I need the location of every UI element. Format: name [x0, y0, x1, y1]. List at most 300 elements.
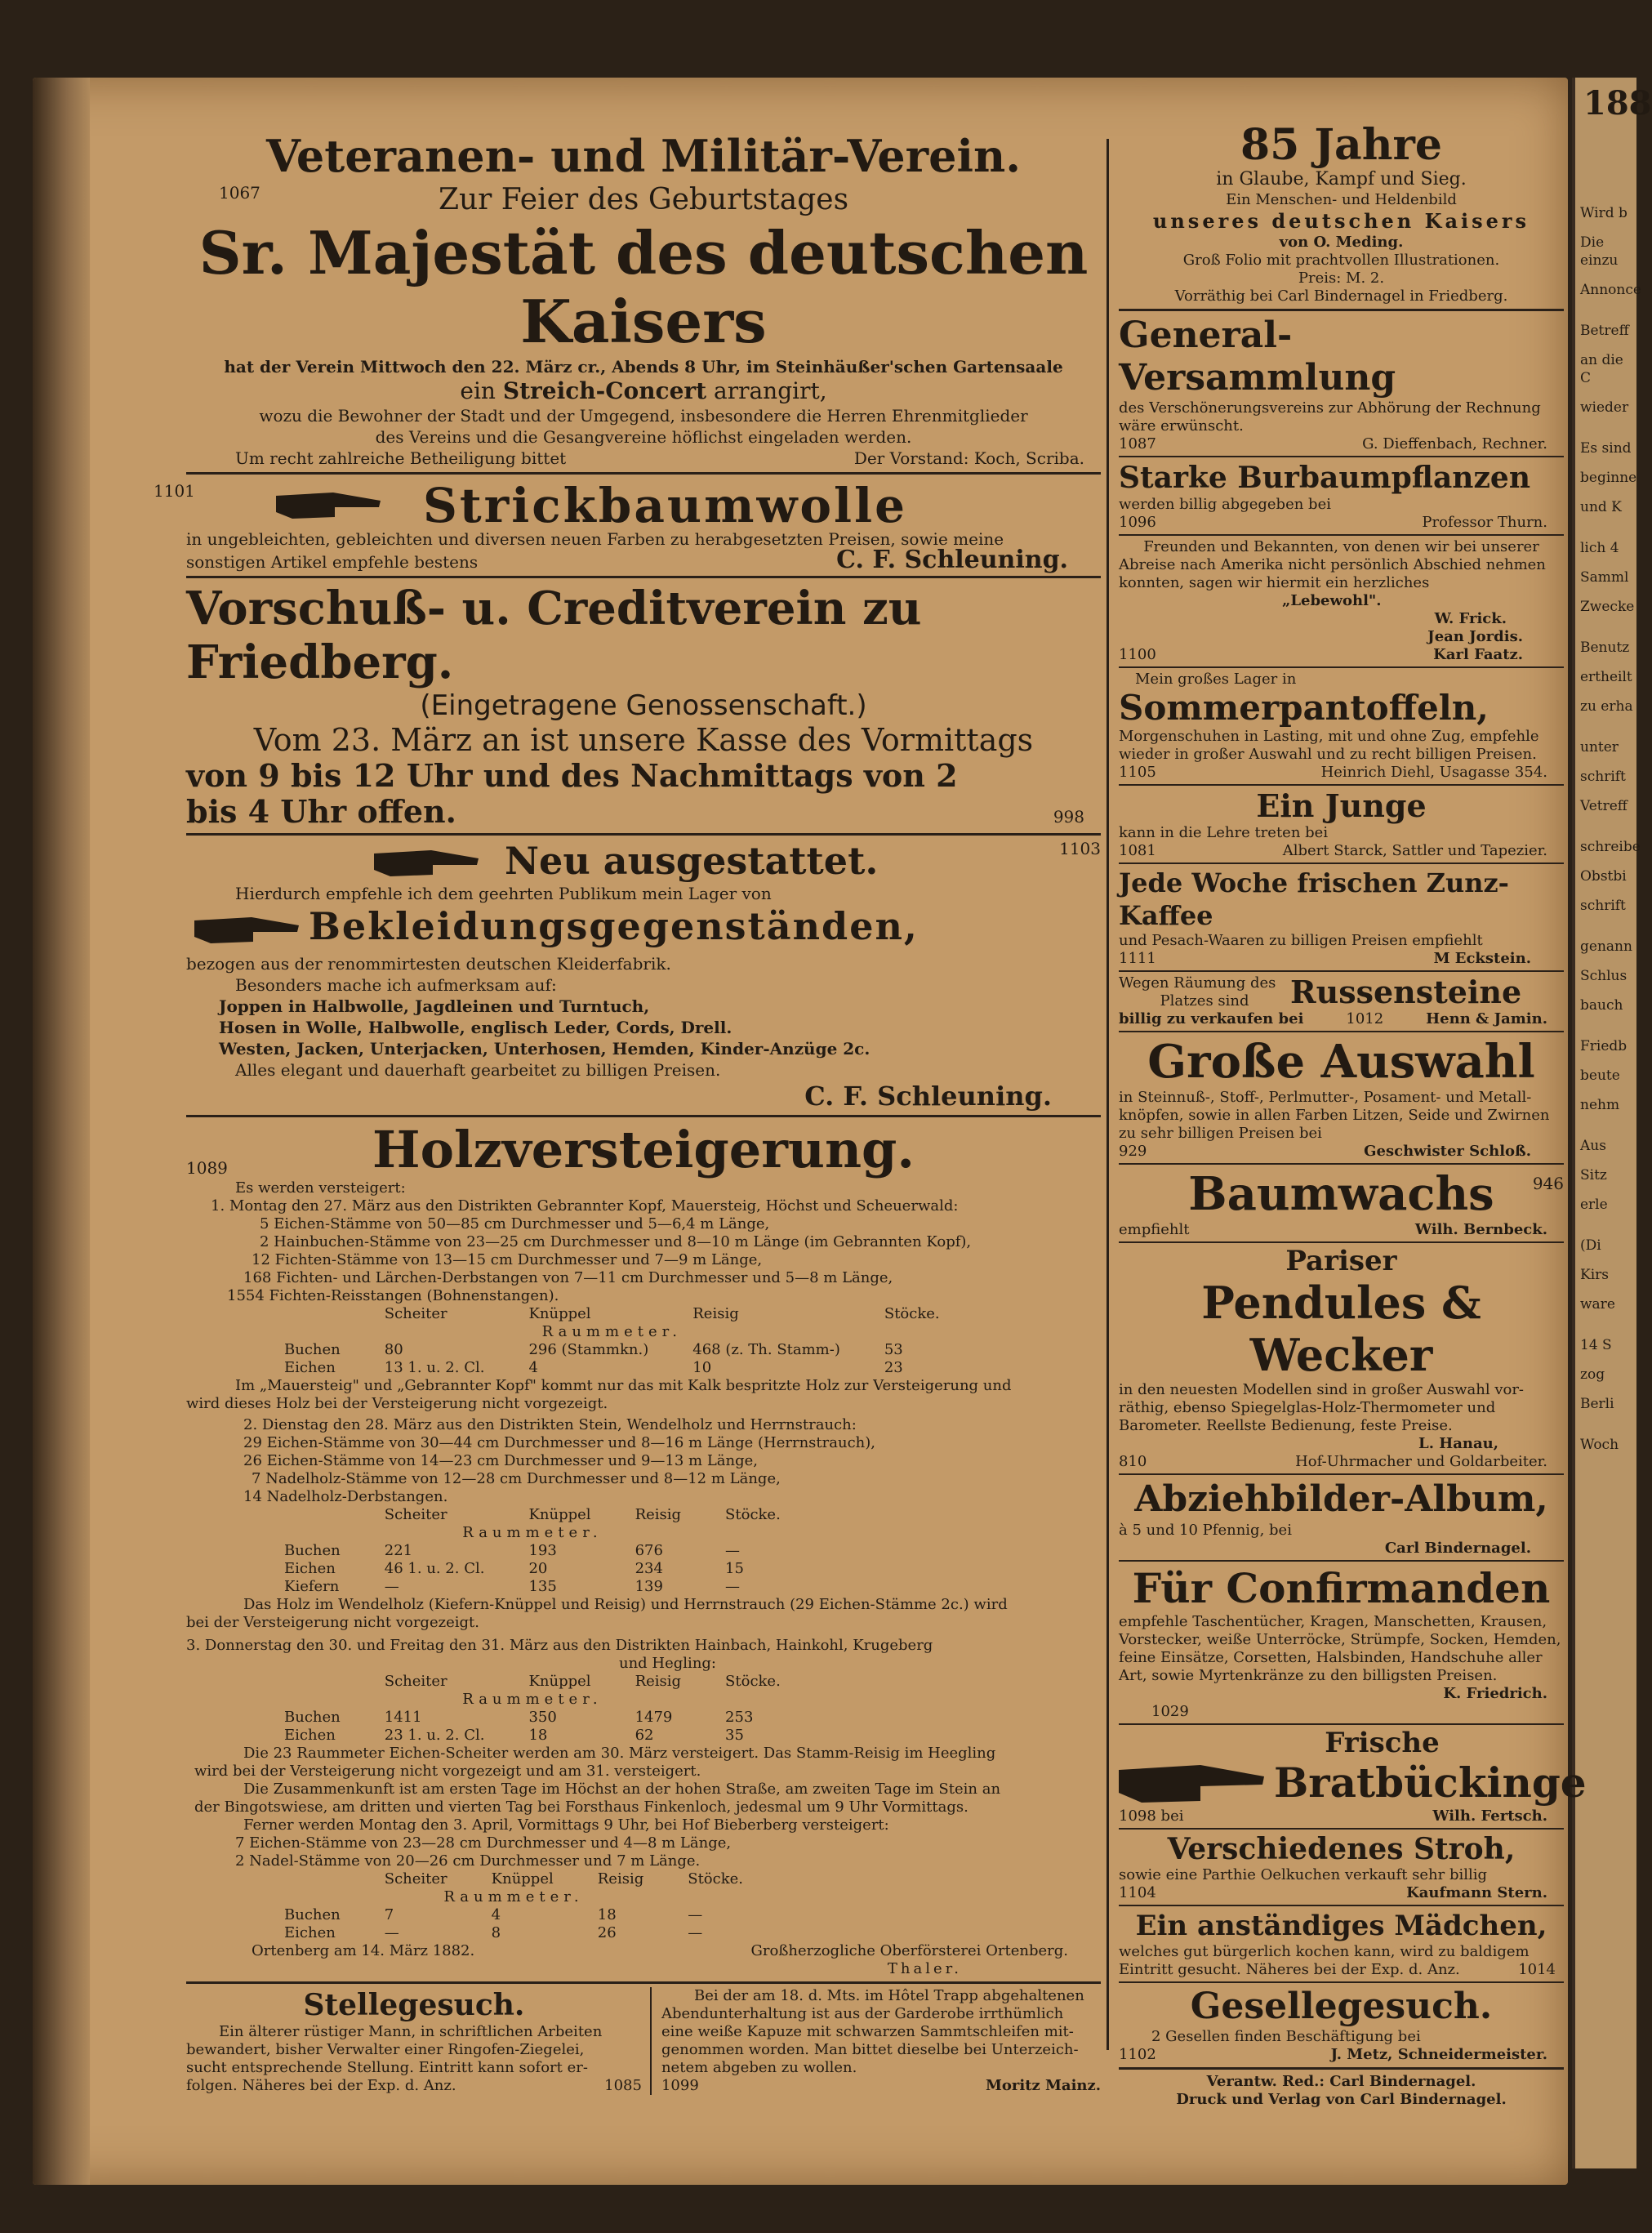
ad-signature: Wilh. Fertsch. — [1432, 1807, 1547, 1825]
strip-line: und K — [1580, 499, 1622, 515]
strip-line: zu erha — [1580, 698, 1633, 715]
page-number: 188 — [1583, 84, 1652, 123]
table-header: Reisig — [692, 1305, 739, 1322]
table-cell: 7 — [384, 1906, 394, 1923]
strip-line: Zwecke — [1580, 599, 1635, 615]
ad-number: 810 — [1119, 1453, 1147, 1470]
ad-line: hat der Verein Mittwoch den 22. März cr., Abends 8 Uhr, im Steinhäußer'schen Gartensaale — [224, 357, 1063, 377]
table-cell: Buchen — [284, 1341, 341, 1358]
ad-title: Ein anständiges Mädchen, — [1135, 1910, 1547, 1942]
ad-number: 998 — [1053, 807, 1084, 827]
wood-table — [284, 1506, 792, 1596]
table-header: Knüppel — [528, 1305, 591, 1322]
ad-line: Vorräthig bei Carl Bindernagel in Friedberg. — [1174, 287, 1508, 305]
ad-title: Starke Burbaumpflanzen — [1119, 461, 1530, 495]
table-cell: — — [688, 1906, 703, 1923]
strip-line: beginne — [1580, 470, 1637, 486]
strip-line: zog — [1580, 1366, 1605, 1383]
table-cell: 253 — [725, 1709, 754, 1726]
ad-signature: Carl Bindernagel. — [1384, 1540, 1531, 1557]
ad-number: 1012 — [1346, 1010, 1384, 1027]
ad-strickbaumwolle — [154, 478, 1101, 574]
table-cell: Eichen — [284, 1924, 336, 1941]
ad-title: Bratbückinge — [1274, 1758, 1587, 1807]
ad-title: General-Versammlung — [1119, 314, 1396, 399]
table-cell: 23 — [884, 1359, 903, 1376]
ad-veteranen — [186, 131, 1101, 469]
ad-russensteine — [1119, 974, 1564, 1028]
ad-line: Barometer. Reellste Bedienung, feste Preise. — [1119, 1417, 1453, 1434]
strip-line: Woch — [1580, 1437, 1619, 1453]
ad-burbaum — [1119, 460, 1564, 532]
ad-title: Verschiedenes Stroh, — [1167, 1832, 1516, 1866]
strip-line: Aus — [1580, 1138, 1606, 1154]
strip-line: Benutz — [1580, 640, 1630, 656]
table-cell: 193 — [528, 1542, 557, 1559]
ad-line: Ein älterer rüstiger Mann, in schriftlichen Arbeiten — [219, 2023, 603, 2040]
pointing-hand-icon — [276, 489, 382, 520]
ad-signature: C. F. Schleuning. — [836, 546, 1068, 574]
wood-table — [284, 1673, 792, 1745]
ad-pretitle: Pariser — [1285, 1245, 1397, 1277]
ad-line: 2 Gesellen finden Beschäftigung bei — [1151, 2028, 1421, 2045]
ad-signature: Professor Thurn. — [1422, 514, 1547, 531]
ad-line: ein — [460, 377, 496, 404]
ad-line: Hosen in Wolle, Halbwolle, englisch Leder, Cords, Drell. — [219, 1018, 732, 1037]
strip-line: nehm — [1580, 1097, 1620, 1113]
ad-title: Neu ausgestattet. — [505, 839, 879, 883]
ad-line: 1. Montag den 27. März aus den Distrikten Gebrannter Kopf, Mauersteig, Höchst und Scheuerwald: — [211, 1197, 959, 1215]
table-cell: — — [688, 1924, 703, 1941]
table-row — [284, 1709, 792, 1727]
ad-junge — [1119, 788, 1564, 860]
table-cell: 18 — [528, 1727, 548, 1744]
ad-line: knöpfen, sowie in allen Farben Litzen, Seide und Zwirnen — [1119, 1107, 1550, 1124]
ad-signature: Heinrich Diehl, Usagasse 354. — [1320, 764, 1547, 781]
strip-line: Betreff — [1580, 323, 1629, 339]
table-cell: 80 — [384, 1341, 403, 1358]
ad-title: 85 Jahre — [1240, 120, 1443, 170]
table-cell: 296 (Stammkn.) — [528, 1341, 649, 1358]
table-cell: 62 — [635, 1727, 654, 1744]
ad-line: à 5 und 10 Pfennig, bei — [1119, 1522, 1292, 1539]
ad-number: 1105 — [1119, 764, 1156, 781]
table-cell: Eichen — [284, 1727, 336, 1744]
ad-title: Vorschuß- u. Creditverein zu Friedberg. — [186, 582, 922, 689]
ad-line: bewandert, bisher Verwalter einer Ringofen-Ziegelei, — [186, 2041, 585, 2058]
ad-line: Wegen Räumung des — [1119, 974, 1276, 992]
ad-title: Jede Woche frischen Zunz-Kaffee — [1119, 867, 1509, 931]
ad-line: folgen. Näheres bei der Exp. d. Anz. — [186, 2077, 456, 2094]
ad-line: Die Zusammenkunft ist am ersten Tage im Höchst an der hohen Straße, am zweiten Tage im Stein an — [243, 1781, 1001, 1798]
strip-line: schrift — [1580, 769, 1626, 785]
ad-line: von 9 bis 12 Uhr und des Nachmittags von 2 — [186, 757, 958, 794]
ad-number: 1087 — [1119, 435, 1156, 452]
strip-line: Es sind — [1580, 440, 1632, 457]
ad-signature: Jean Jordis. — [1427, 628, 1523, 645]
ad-line: unseres deutschen Kaisers — [1152, 209, 1530, 233]
ad-line: sucht entsprechende Stellung. Eintritt kann sofort er- — [186, 2059, 588, 2076]
column-rule — [1107, 139, 1109, 2050]
table-cell: 20 — [528, 1560, 548, 1577]
ad-subtitle: (Eingetragene Genossenschaft.) — [420, 689, 867, 722]
ad-title: Für Confirmanden — [1132, 1564, 1551, 1612]
ad-85-jahre — [1119, 120, 1564, 305]
strip-line: Berli — [1580, 1396, 1614, 1412]
ad-title: Russensteine — [1290, 974, 1522, 1010]
strip-line: unter — [1580, 739, 1619, 755]
table-caption: Raummeter. — [541, 1323, 682, 1340]
ad-line: „Lebewohl". — [1282, 592, 1382, 609]
ad-line: feine Einsätze, Corsetten, Halsbinden, Handschuhe aller — [1119, 1649, 1543, 1666]
ad-signature: Geschwister Schloß. — [1364, 1143, 1531, 1160]
ad-line: 1554 Fichten-Reisstangen (Bohnenstangen). — [227, 1287, 559, 1304]
ad-signature: C. F. Schleuning. — [804, 1081, 1052, 1112]
strip-line: Kirs — [1580, 1267, 1609, 1283]
table-cell: 135 — [528, 1578, 557, 1595]
ad-line: des Vereins und die Gesangvereine höflichst eingeladen werden. — [375, 427, 912, 447]
ad-line: in Steinnuß-, Stoff-, Perlmutter-, Posament- und Metall- — [1119, 1089, 1532, 1106]
table-cell: Kiefern — [284, 1578, 340, 1595]
impressum — [1119, 2073, 1564, 2109]
ad-title: Sommerpantoffeln, — [1119, 688, 1489, 728]
ad-number: 1081 — [1119, 842, 1156, 859]
ad-line: Das Holz im Wendelholz (Kiefern-Knüppel und Reisig) und Herrnstrauch (29 Eichen-Stämme 2c.) wird — [243, 1596, 1008, 1613]
ad-line: Im „Mauersteig" und „Gebrannter Kopf" kommt nur das mit Kalk bespritzte Holz zur Versteigerung und — [235, 1377, 1012, 1394]
ad-line: Morgenschuhen in Lasting, mit und ohne Zug, empfehle — [1119, 728, 1539, 745]
ad-line: 168 Fichten- und Lärchen-Derbstangen von 7—11 cm Durchmesser und 5—8 m Länge, — [243, 1269, 893, 1286]
right-column — [1119, 120, 1587, 2109]
ad-line: Vorstecker, weiße Unterröcke, Strümpfe, Socken, Hemden, — [1119, 1631, 1561, 1648]
ad-line: sonstigen Artikel empfehle bestens — [186, 552, 479, 572]
ad-grosse-auswahl — [1119, 1035, 1564, 1161]
ad-title: Veteranen- und Militär-Verein. — [265, 130, 1022, 182]
impressum-editor: Verantw. Red.: Carl Bindernagel. — [1206, 2073, 1476, 2090]
impressum-publisher: Druck und Verlag von Carl Bindernagel. — [1176, 2091, 1507, 2108]
table-cell: 26 — [597, 1924, 617, 1941]
ad-signature: Der Vorstand: Koch, Scriba. — [853, 448, 1084, 468]
table-cell: Eichen — [284, 1560, 336, 1577]
ad-number: 1099 — [661, 2077, 699, 2094]
ad-number: 1103 — [1059, 839, 1101, 858]
ad-line: in ungebleichten, gebleichten und diversen neuen Farben zu herabgesetzten Preisen, sowie meine — [186, 529, 1004, 549]
ad-signature: M Eckstein. — [1433, 950, 1531, 967]
ad-line: Die 23 Raummeter Eichen-Scheiter werden am 30. März versteigert. Das Stamm-Reisig im Heegling — [243, 1745, 996, 1762]
ad-signature: Moritz Mainz. — [985, 2077, 1101, 2094]
ad-title: Gesellegesuch. — [1190, 1986, 1493, 2027]
ad-signature: Henn & Jamin. — [1426, 1010, 1547, 1027]
ad-abziehbilder — [1119, 1478, 1564, 1558]
table-cell: 468 (z. Th. Stamm-) — [692, 1341, 840, 1358]
ad-emphasis: Streich-Concert — [502, 377, 707, 404]
table-header: Knüppel — [528, 1506, 591, 1523]
ad-line: genommen worden. Man bittet dieselbe bei Unterzeich- — [661, 2041, 1079, 2058]
table-row — [284, 1906, 755, 1924]
ad-line: wird dieses Holz bei der Versteigerung nicht vorgezeigt. — [186, 1395, 608, 1412]
table-header: Reisig — [635, 1673, 682, 1690]
table-row — [284, 1341, 951, 1359]
ad-line: Abendunterhaltung ist aus der Garderobe irrthümlich — [661, 2005, 1064, 2022]
ad-line: und Pesach-Waaren zu billigen Preisen empfiehlt — [1119, 932, 1483, 949]
ad-title: Abziehbilder-Album, — [1134, 1478, 1548, 1520]
table-cell: 221 — [384, 1542, 413, 1559]
strip-line: beute — [1580, 1067, 1620, 1084]
ad-maedchen — [1119, 1909, 1564, 1979]
table-cell: — — [384, 1924, 399, 1941]
ad-number: 1089 — [186, 1158, 228, 1178]
table-header: Scheiter — [384, 1673, 448, 1690]
strip-line: lich 4 — [1580, 540, 1619, 556]
table-cell: 15 — [725, 1560, 744, 1577]
table-cell: — — [384, 1578, 399, 1595]
table-header: Scheiter — [384, 1305, 448, 1322]
ad-line: Art, sowie Myrtenkränze zu den billigsten Preisen. — [1119, 1667, 1498, 1684]
ad-signature: Hof-Uhrmacher und Goldarbeiter. — [1295, 1453, 1547, 1470]
ad-line: wozu die Bewohner der Stadt und der Umgegend, insbesondere die Herren Ehrenmitglieder — [259, 406, 1028, 426]
ad-line: Ein Menschen- und Heldenbild — [1226, 191, 1457, 208]
ad-bratbueckinge — [1119, 1727, 1587, 1825]
ad-headline: Sr. Majestät des deutschen Kaisers — [198, 218, 1089, 356]
table-cell: — — [725, 1578, 741, 1595]
strip-line: bauch — [1580, 997, 1623, 1014]
ad-confirmanden — [1119, 1564, 1564, 1721]
ad-stellegesuch — [186, 1987, 652, 2095]
table-cell: Buchen — [284, 1906, 341, 1923]
ad-sommerpantoffeln — [1119, 671, 1564, 782]
ad-line: Joppen in Halbwolle, Jagdleinen und Turntuch, — [219, 996, 650, 1016]
table-header: Stöcke. — [688, 1870, 743, 1888]
ad-line: wird bei der Versteigerung nicht vorgezeigt und am 31. versteigert. — [194, 1763, 701, 1780]
ad-line: in den neuesten Modellen sind in großer Auswahl vor- — [1119, 1381, 1525, 1398]
ad-pendules — [1119, 1246, 1564, 1471]
ad-line: Freunden und Bekannten, von denen wir bei unserer — [1143, 538, 1539, 555]
ad-line: eine weiße Kapuze mit schwarzen Sammtschleifen mit- — [661, 2023, 1074, 2040]
table-caption: Raummeter. — [443, 1888, 584, 1905]
ad-signature: Kaufmann Stern. — [1406, 1884, 1547, 1901]
ad-title: Stellegesuch. — [303, 1988, 525, 2022]
ad-number: 1085 — [604, 2077, 642, 2094]
ad-signature: G. Dieffenbach, Rechner. — [1362, 435, 1547, 452]
ad-line: Preis: M. 2. — [1298, 270, 1385, 287]
ad-signature: J. Metz, Schneidermeister. — [1330, 2046, 1547, 2063]
ad-number: 1111 — [1119, 950, 1156, 967]
ad-signature: L. Hanau, — [1418, 1435, 1498, 1452]
table-cell: Eichen — [284, 1359, 336, 1376]
ad-line: Zur Feier des Geburtstages — [438, 183, 849, 216]
table-row — [284, 1542, 792, 1560]
ad-neu-ausgestattet — [186, 839, 1101, 1112]
table-cell: 1411 — [384, 1709, 422, 1726]
ad-line: Bei der am 18. d. Mts. im Hôtel Trapp abgehaltenen — [693, 1987, 1084, 2004]
ad-line: 29 Eichen-Stämme von 30—44 cm Durchmesser und 8—16 m Länge (Herrnstrauch), — [243, 1434, 875, 1451]
book-spine — [33, 78, 90, 2185]
ad-line: werden billig abgegeben bei — [1119, 496, 1331, 513]
ad-line: wäre erwünscht. — [1119, 417, 1244, 435]
table-cell: 676 — [635, 1542, 663, 1559]
strip-line: schrift — [1580, 898, 1626, 914]
table-cell: 234 — [635, 1560, 663, 1577]
ad-pretitle: Frische — [1325, 1727, 1440, 1759]
ad-number: 1102 — [1119, 2046, 1156, 2063]
table-header: Knüppel — [491, 1870, 554, 1888]
ad-line: 26 Eichen-Stämme von 14—23 cm Durchmesser und 9—13 m Länge, — [243, 1452, 758, 1469]
ad-title: Strickbaumwolle — [423, 478, 908, 533]
adjacent-page-strip — [1572, 78, 1652, 2168]
ad-line: und Hegling: — [619, 1655, 716, 1672]
ad-number: 1104 — [1119, 1884, 1156, 1901]
ad-line: Hierdurch empfehle ich dem geehrten Publikum mein Lager von — [235, 884, 772, 903]
ad-baumwachs — [1119, 1167, 1564, 1239]
ad-line: Um recht zahlreiche Betheiligung bittet — [235, 448, 567, 468]
table-cell: 139 — [635, 1578, 663, 1595]
table-header: Reisig — [597, 1870, 644, 1888]
ad-line: Ortenberg am 14. März 1882. — [252, 1942, 475, 1959]
strip-line: an die C — [1580, 352, 1623, 386]
ad-line: 7 Eichen-Stämme von 23—28 cm Durchmesser und 4—8 m Länge, — [235, 1834, 732, 1852]
ad-line: 2 Nadel-Stämme von 20—26 cm Durchmesser und 7 m Länge. — [235, 1852, 701, 1870]
left-column — [154, 130, 1101, 2095]
ad-number: 1098 — [1119, 1807, 1156, 1825]
ad-line: 12 Fichten-Stämme von 13—15 cm Durchmesser und 7—9 m Länge, — [252, 1251, 763, 1268]
ad-zunz-kaffee — [1119, 867, 1564, 968]
ad-line: 7 Nadelholz-Stämme von 12—28 cm Durchmesser und 8—12 m Länge, — [252, 1470, 781, 1487]
strip-line: Vetreff — [1580, 798, 1628, 814]
ad-number: 929 — [1119, 1143, 1147, 1160]
ad-line: 5 Eichen-Stämme von 50—85 cm Durchmesser und 5—6,4 m Länge, — [260, 1215, 770, 1232]
ad-line: Westen, Jacken, Unterjacken, Unterhosen, Hemden, Kinder-Anzüge 2c. — [219, 1039, 871, 1059]
ad-title: Ein Junge — [1256, 787, 1427, 824]
strip-line: schreibe — [1580, 839, 1641, 855]
ad-signature: Wilh. Bernbeck. — [1414, 1221, 1547, 1238]
ad-line: 14 Nadelholz-Derbstangen. — [243, 1488, 448, 1505]
table-row — [284, 1727, 792, 1745]
table-header: Stöcke. — [884, 1305, 940, 1322]
ad-line: empfehle Taschentücher, Kragen, Manschetten, Krausen, — [1119, 1613, 1547, 1630]
ad-line: Vom 23. März an ist unsere Kasse des Vormittags — [253, 722, 1034, 758]
table-cell: 10 — [692, 1359, 712, 1376]
strip-line: Annonce — [1580, 282, 1641, 298]
wood-table — [284, 1870, 755, 1942]
strip-line: Samml — [1580, 569, 1629, 586]
pointing-hand-icon — [1119, 1760, 1266, 1806]
table-header: Reisig — [635, 1506, 682, 1523]
table-header: Scheiter — [384, 1870, 448, 1888]
strip-line: 14 S — [1580, 1337, 1612, 1353]
ad-line: Mein großes Lager in — [1135, 671, 1297, 688]
ad-number: 1067 — [219, 183, 260, 203]
ad-line: bezogen aus der renommirtesten deutschen Kleiderfabrik. — [186, 954, 671, 974]
table-caption: Raummeter. — [462, 1524, 603, 1541]
table-cell: 4 — [491, 1906, 501, 1923]
ad-line: billig zu verkaufen bei — [1119, 1010, 1304, 1027]
table-cell: — — [725, 1542, 741, 1559]
table-cell: Buchen — [284, 1542, 341, 1559]
ad-number: 1029 — [1151, 1703, 1189, 1720]
strip-line: wieder — [1580, 399, 1629, 416]
strip-line: erle — [1580, 1197, 1608, 1213]
ad-vorschussverein — [186, 582, 1101, 830]
ad-title: Große Auswahl — [1147, 1035, 1535, 1089]
ad-line: wieder in großer Auswahl und zu recht billigen Preisen. — [1119, 746, 1537, 763]
adjacent-page-text — [1575, 123, 1641, 1454]
ad-title: Pendules & Wecker — [1201, 1277, 1481, 1381]
strip-line: (Di — [1580, 1237, 1601, 1254]
table-header: Scheiter — [384, 1506, 448, 1523]
ad-holzversteigerung — [186, 1121, 1101, 1978]
ad-line: kann in die Lehre treten bei — [1119, 824, 1329, 841]
strip-line: Wird b — [1580, 205, 1628, 221]
table-cell: 8 — [491, 1924, 501, 1941]
ad-number: 1096 — [1119, 514, 1156, 531]
ad-line: zu sehr billigen Preisen bei — [1119, 1125, 1322, 1142]
table-cell: 13 1. u. 2. Cl. — [384, 1359, 485, 1376]
ad-line: 2. Dienstag den 28. März aus den Distrikten Stein, Wendelholz und Herrnstrauch: — [243, 1416, 857, 1433]
ad-line: empfiehlt — [1119, 1221, 1190, 1238]
table-cell: 4 — [528, 1359, 538, 1376]
ad-title: Bekleidungsgegenständen, — [309, 904, 919, 948]
ad-line: räthig, ebenso Spiegelglas-Holz-Thermometer und — [1119, 1399, 1496, 1416]
strip-line: Obstbi — [1580, 868, 1627, 885]
ad-line: arrangirt, — [714, 377, 827, 404]
ad-signature: Albert Starck, Sattler und Tapezier. — [1282, 842, 1547, 859]
ad-signature: Karl Faatz. — [1433, 646, 1523, 663]
table-caption: Raummeter. — [462, 1691, 603, 1708]
table-header: Stöcke. — [725, 1506, 781, 1523]
ad-line: in Glaube, Kampf und Sieg. — [1216, 169, 1467, 189]
ad-lebewohl — [1119, 538, 1564, 664]
ad-line: Abreise nach Amerika nicht persönlich Abschied nehmen — [1119, 556, 1546, 573]
ad-line: 2 Hainbuchen-Stämme von 23—25 cm Durchmesser und 8—10 m Länge (im Gebrannten Kopf), — [260, 1233, 972, 1250]
ad-kapuze — [652, 1987, 1101, 2095]
ad-line: Alles elegant und dauerhaft gearbeitet zu billigen Preisen. — [235, 1060, 721, 1080]
ad-gesellegesuch — [1119, 1986, 1564, 2064]
ad-line: Ferner werden Montag den 3. April, Vormittags 9 Uhr, bei Hof Bieberberg versteigert: — [243, 1816, 889, 1834]
strip-line: ertheilt — [1580, 669, 1632, 685]
table-row — [284, 1359, 951, 1377]
wood-table — [284, 1305, 951, 1377]
ad-title: Holzversteigerung. — [372, 1120, 915, 1179]
table-header: Knüppel — [528, 1673, 591, 1690]
ad-signature: W. Frick. — [1434, 610, 1507, 627]
table-row — [284, 1578, 792, 1596]
ad-signature: Thaler. — [887, 1960, 962, 1977]
table-header: Stöcke. — [725, 1673, 781, 1690]
ad-line: bis 4 Uhr offen. — [186, 793, 456, 830]
ad-line: Groß Folio mit prachtvollen Illustrationen. — [1182, 252, 1500, 269]
ad-number: 1014 — [1518, 1961, 1556, 1978]
ad-signature: K. Friedrich. — [1443, 1685, 1547, 1702]
ad-line: Besonders mache ich aufmerksam auf: — [235, 975, 557, 995]
ad-number: 946 — [1532, 1174, 1564, 1193]
ad-number: 1100 — [1119, 646, 1156, 663]
ad-signature: Großherzogliche Oberförsterei Ortenberg. — [750, 1942, 1068, 1959]
ad-line: welches gut bürgerlich kochen kann, wird zu baldigem — [1119, 1943, 1530, 1960]
ad-line: netem abgeben zu wollen. — [661, 2059, 857, 2076]
ad-line: sowie eine Parthie Oelkuchen verkauft sehr billig — [1119, 1866, 1488, 1883]
table-cell: 53 — [884, 1341, 903, 1358]
table-cell: 350 — [528, 1709, 557, 1726]
strip-line: Friedb — [1580, 1038, 1628, 1054]
pointing-hand-icon — [374, 847, 480, 878]
table-cell: 23 1. u. 2. Cl. — [384, 1727, 485, 1744]
ad-title: Baumwachs — [1188, 1167, 1494, 1221]
ad-line: Eintritt gesucht. Näheres bei der Exp. d. Anz. — [1119, 1961, 1460, 1978]
ad-line: des Verschönerungsvereins zur Abhörung der Rechnung — [1119, 399, 1541, 417]
ad-line: Platzes sind — [1160, 992, 1249, 1010]
ad-line: bei — [1160, 1807, 1184, 1825]
table-row — [284, 1924, 755, 1942]
ad-line: konnten, sagen wir hiermit ein herzliches — [1119, 574, 1430, 591]
